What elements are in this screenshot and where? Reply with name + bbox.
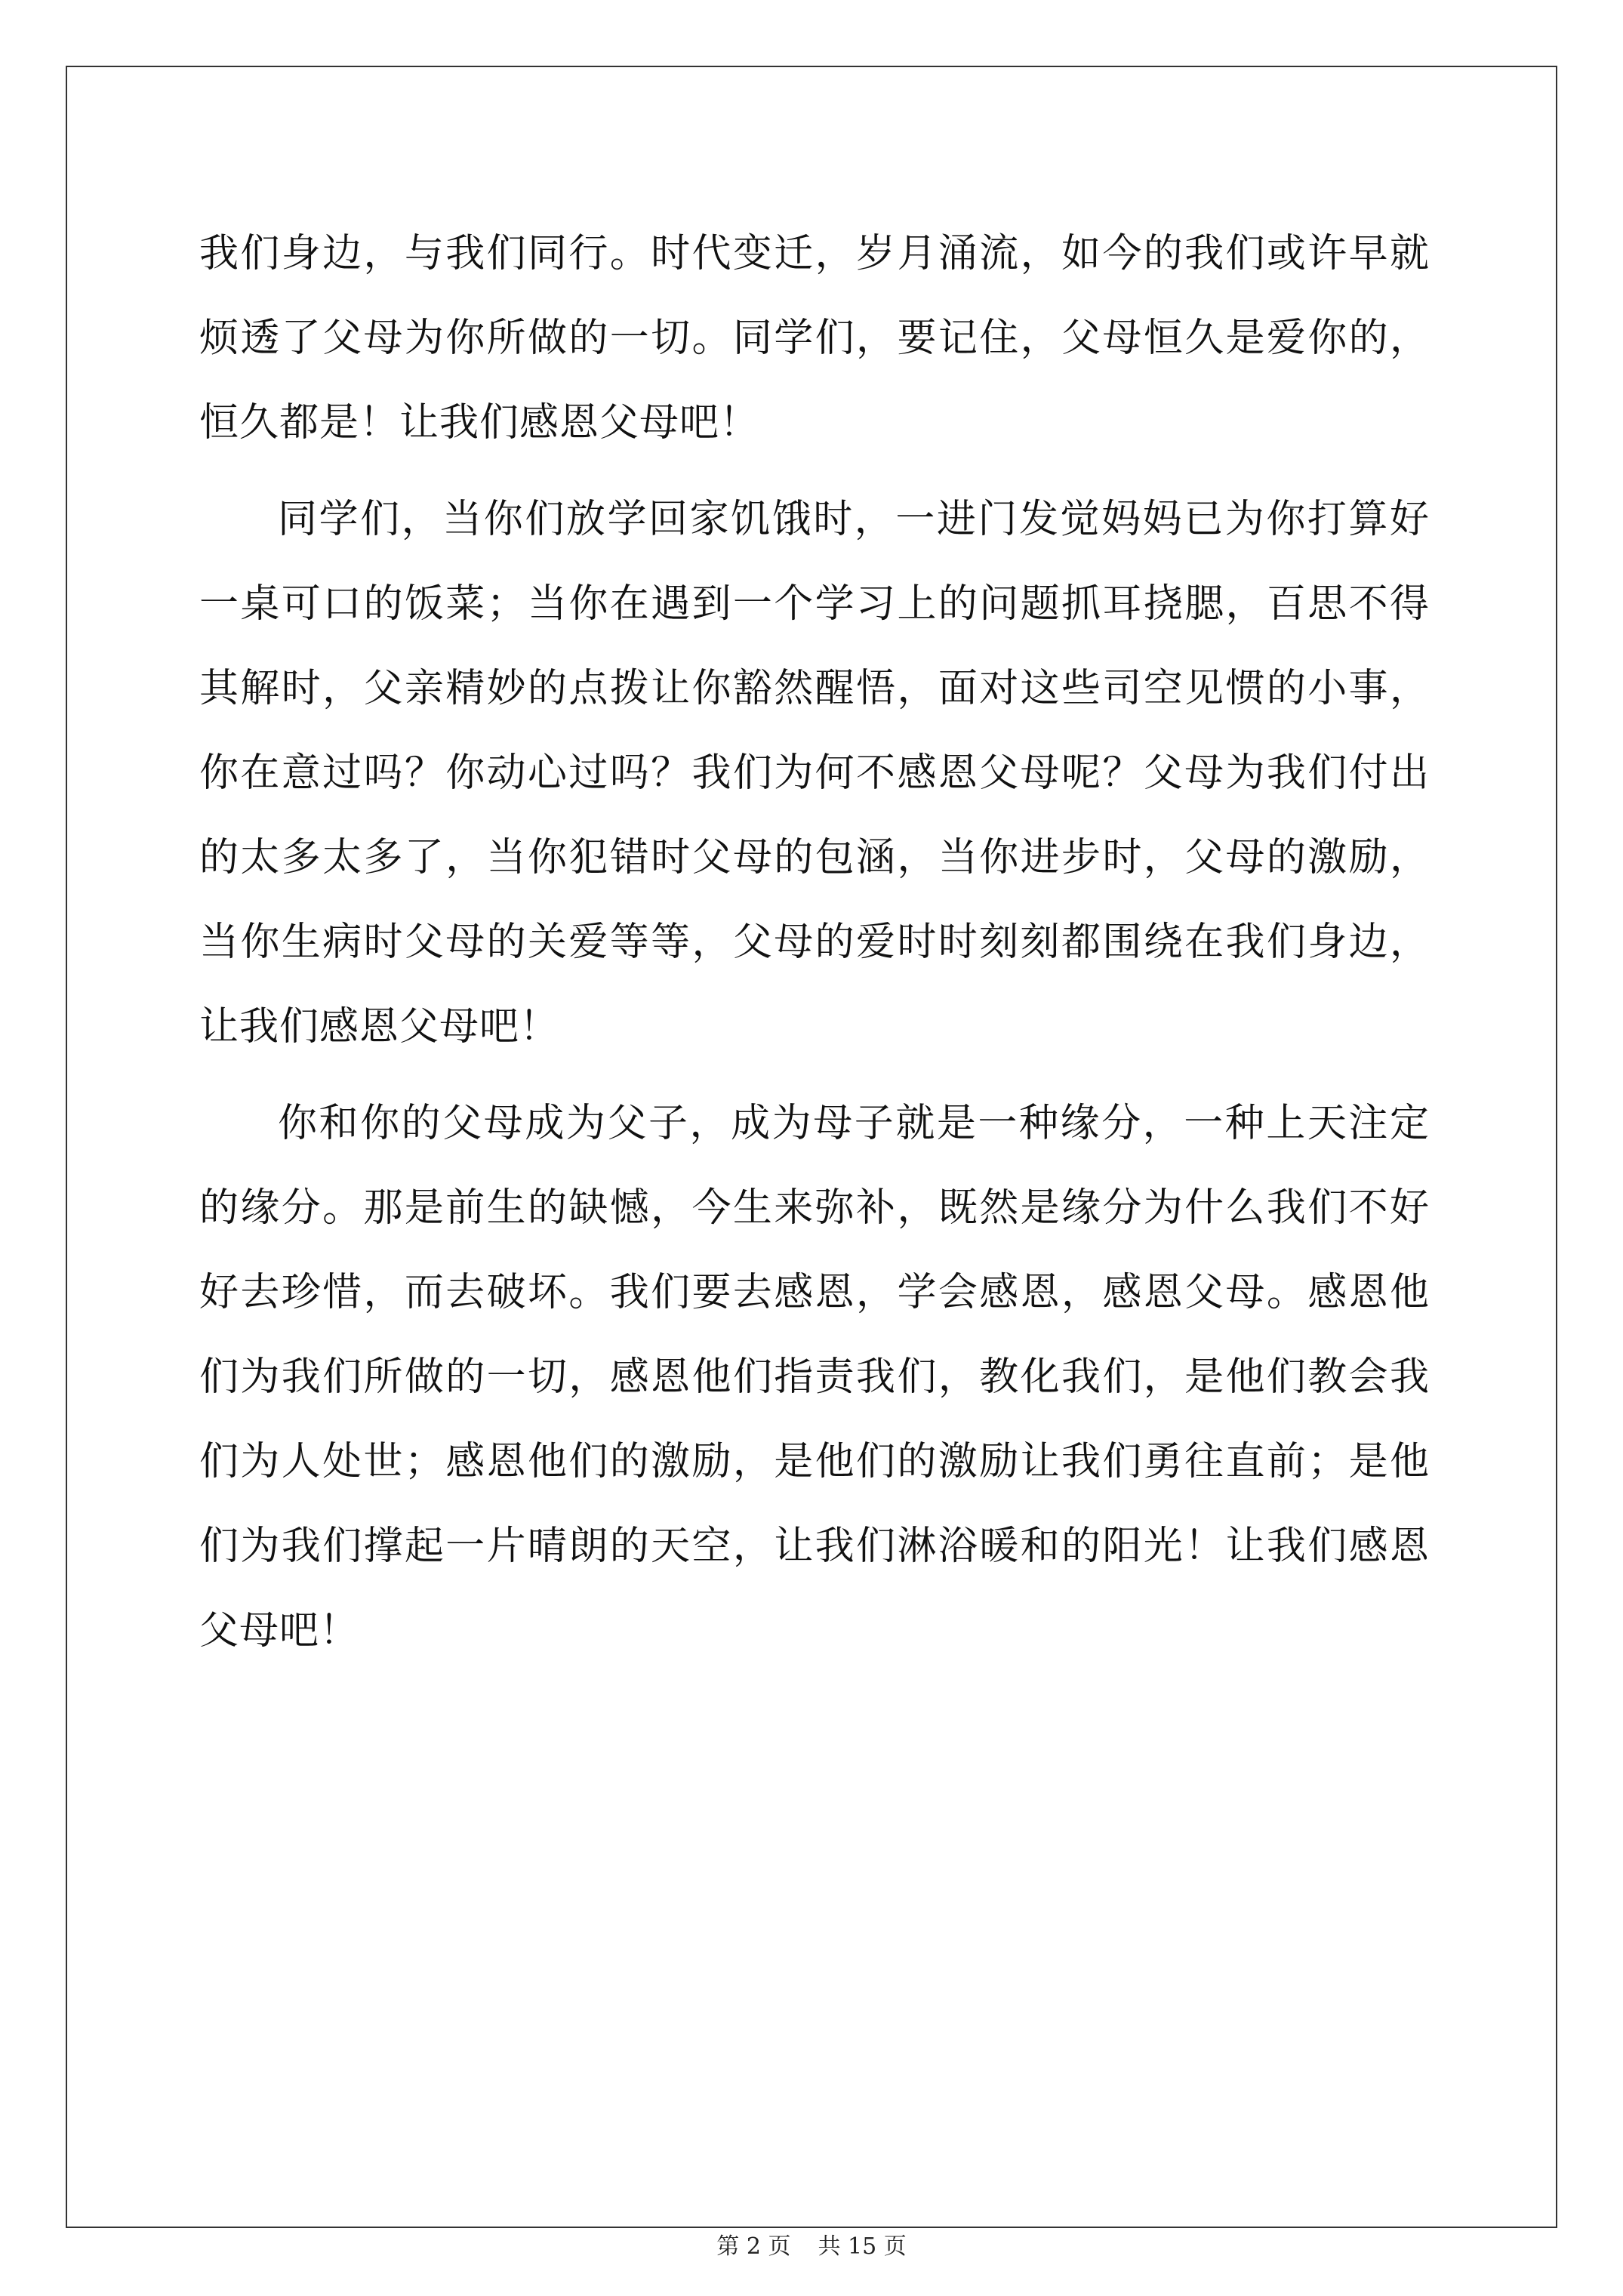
text-line: 恒久都是！让我们感恩父母吧！ — [199, 400, 760, 445]
paragraph-3 — [199, 1081, 1430, 1673]
text-line: 们为我们撑起一片晴朗的天空，让我们淋浴暖和的阳光！让我们感恩 — [199, 1524, 1430, 1569]
paragraph-1 — [199, 211, 1430, 465]
text-line: 们为人处世；感恩他们的激励，是他们的激励让我们勇往直前；是他 — [199, 1439, 1430, 1484]
text-line: 你在意过吗？你动心过吗？我们为何不感恩父母呢？父母为我们付出 — [199, 750, 1430, 796]
text-line: 烦透了父母为你所做的一切。同学们，要记住，父母恒久是爱你的， — [199, 316, 1430, 361]
text-line: 我们身边，与我们同行。时代变迁，岁月涌流，如今的我们或许早就 — [199, 231, 1430, 276]
paragraph-2 — [199, 477, 1430, 1069]
document-body — [199, 211, 1430, 1673]
text-line: 好去珍惜，而去破坏。我们要去感恩，学会感恩，感恩父母。感恩他 — [199, 1270, 1430, 1315]
text-line: 们为我们所做的一切，感恩他们指责我们，教化我们，是他们教会我 — [199, 1354, 1430, 1400]
text-line: 一桌可口的饭菜；当你在遇到一个学习上的问题抓耳挠腮，百思不得 — [199, 581, 1430, 627]
text-line: 你和你的父母成为父子，成为母子就是一种缘分，一种上天注定 — [278, 1101, 1430, 1146]
page-footer — [0, 2227, 1623, 2261]
page-number-total: 共 15 页 — [818, 2233, 907, 2260]
text-line: 当你生病时父母的关爱等等，父母的爱时时刻刻都围绕在我们身边， — [199, 920, 1430, 965]
page-number-current: 第 2 页 — [716, 2233, 791, 2260]
text-line: 的缘分。那是前生的缺憾，今生来弥补，既然是缘分为什么我们不好 — [199, 1185, 1430, 1231]
text-line: 其解时，父亲精妙的点拨让你豁然醒悟，面对这些司空见惯的小事， — [199, 666, 1430, 711]
text-line: 父母吧！ — [199, 1608, 360, 1653]
text-line: 让我们感恩父母吧！ — [199, 1004, 560, 1049]
text-line: 同学们，当你们放学回家饥饿时，一进门发觉妈妈已为你打算好 — [278, 497, 1430, 542]
text-line: 的太多太多了，当你犯错时父母的包涵，当你进步时，父母的激励， — [199, 835, 1430, 880]
